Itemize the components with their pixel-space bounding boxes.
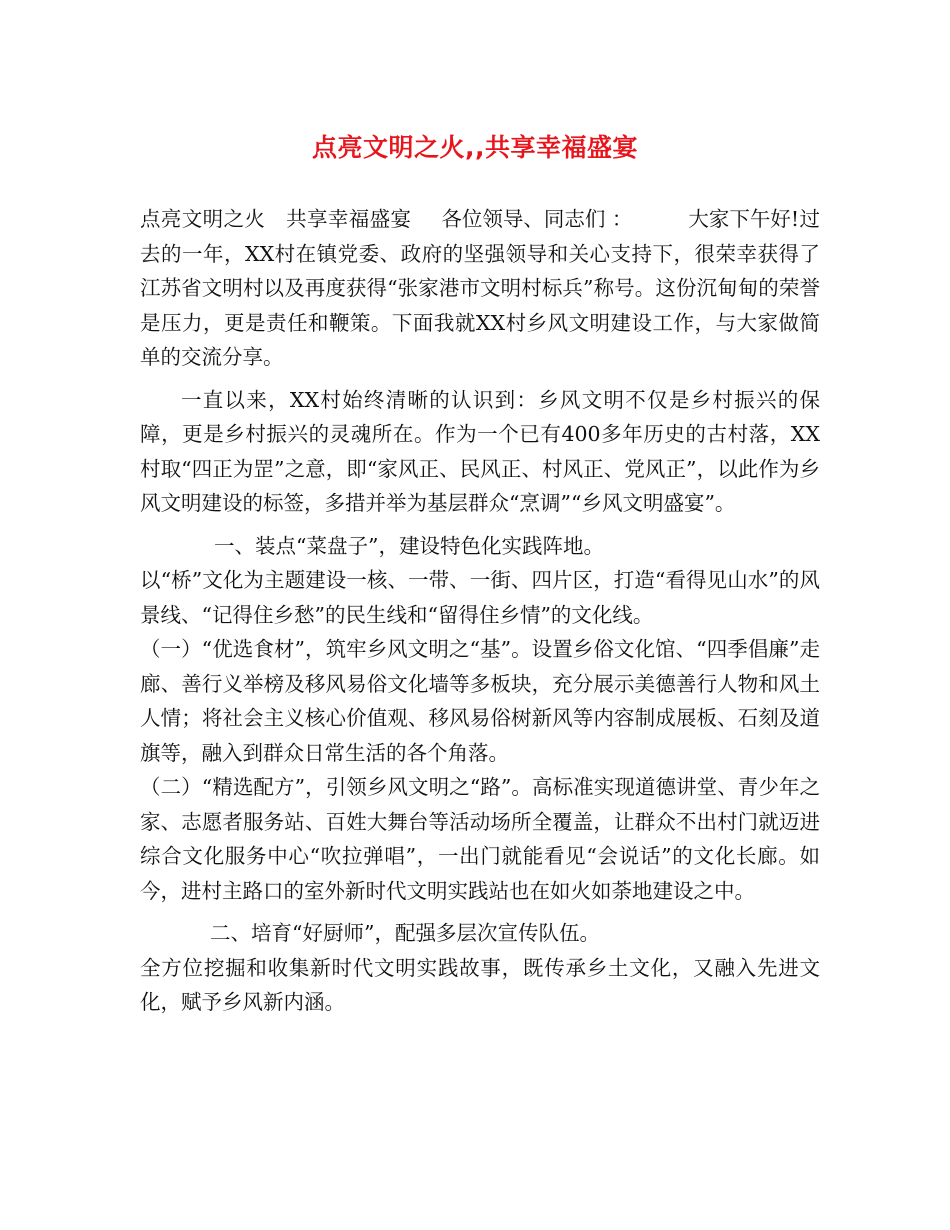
subsection-2-paragraph: （二）“精选配方”，引领乡风文明之“路”。高标准实现道德讲堂、青少年之家、志愿者服务站、百姓大舞台等活动场所全覆盖，让群众不出村门就迈进综合文化服务中心“吹拉弹唱”，一出门就能看见“会说话”的文化长廊。如今，进村主路口的室外新时代文明实践站也在如火如荼地建设之中。 xyxy=(140,775,820,903)
opening-paragraph xyxy=(140,202,820,375)
opening-hello: 大家下午好! xyxy=(688,207,800,231)
section-1-paragraph: 以“桥”文化为主题建设一核、一带、一街、四片区，打造“看得见山水”的风景线、“记得住乡愁”的民生线和“留得住乡情”的文化线。 xyxy=(140,568,820,627)
opening-rest: 过去的一年，XX村在镇党委、政府的坚强领导和关心支持下，很荣幸获得了江苏省文明村以及再度获得“张家港市文明村标兵”称号。这份沉甸甸的荣誉是压力，更是责任和鞭策。下面我就XX村乡风文明建设工作，与大家做简单的交流分享。 xyxy=(140,207,821,369)
intro-paragraph: 一直以来，XX村始终清晰的认识到：乡风文明不仅是乡村振兴的保障，更是乡村振兴的灵魂所在。作为一个已有400多年历史的古村落，XX村取“四正为罡”之意，即“家风正、民风正、村风正、党风正”，以此作为乡风文明建设的标签，多措并举为基层群众“烹调”“乡风文明盛宴”。 xyxy=(140,387,820,515)
section-2-paragraph: 全方位挖掘和收集新时代文明实践故事，既传承乡土文化，又融入先进文化，赋予乡风新内涵。 xyxy=(140,955,820,1014)
document-title: 点亮文明之火,,共享幸福盛宴 xyxy=(312,133,638,162)
document-body xyxy=(140,202,820,1020)
subsection-1-paragraph: （一）“优选食材”，筑牢乡风文明之“基”。设置乡俗文化馆、“四季倡廉”走廊、善行义举榜及移风易俗文化墙等多板块，充分展示美德善行人物和风土人情；将社会主义核心价值观、移风易俗树新风等内容制成展板、石刻及道旗等，融入到群众日常生活的各个角落。 xyxy=(140,637,820,765)
section-heading-1: 一、装点“菜盘子”，建设特色化实践阵地。 xyxy=(214,533,604,558)
opening-greeting: 各位领导、同志们 ： xyxy=(441,207,633,231)
section-heading-2: 二、培育“好厨师”，配强多层次宣传队伍。 xyxy=(210,921,600,945)
opening-lead: 点亮文明之火 共享幸福盛宴 xyxy=(140,207,412,231)
